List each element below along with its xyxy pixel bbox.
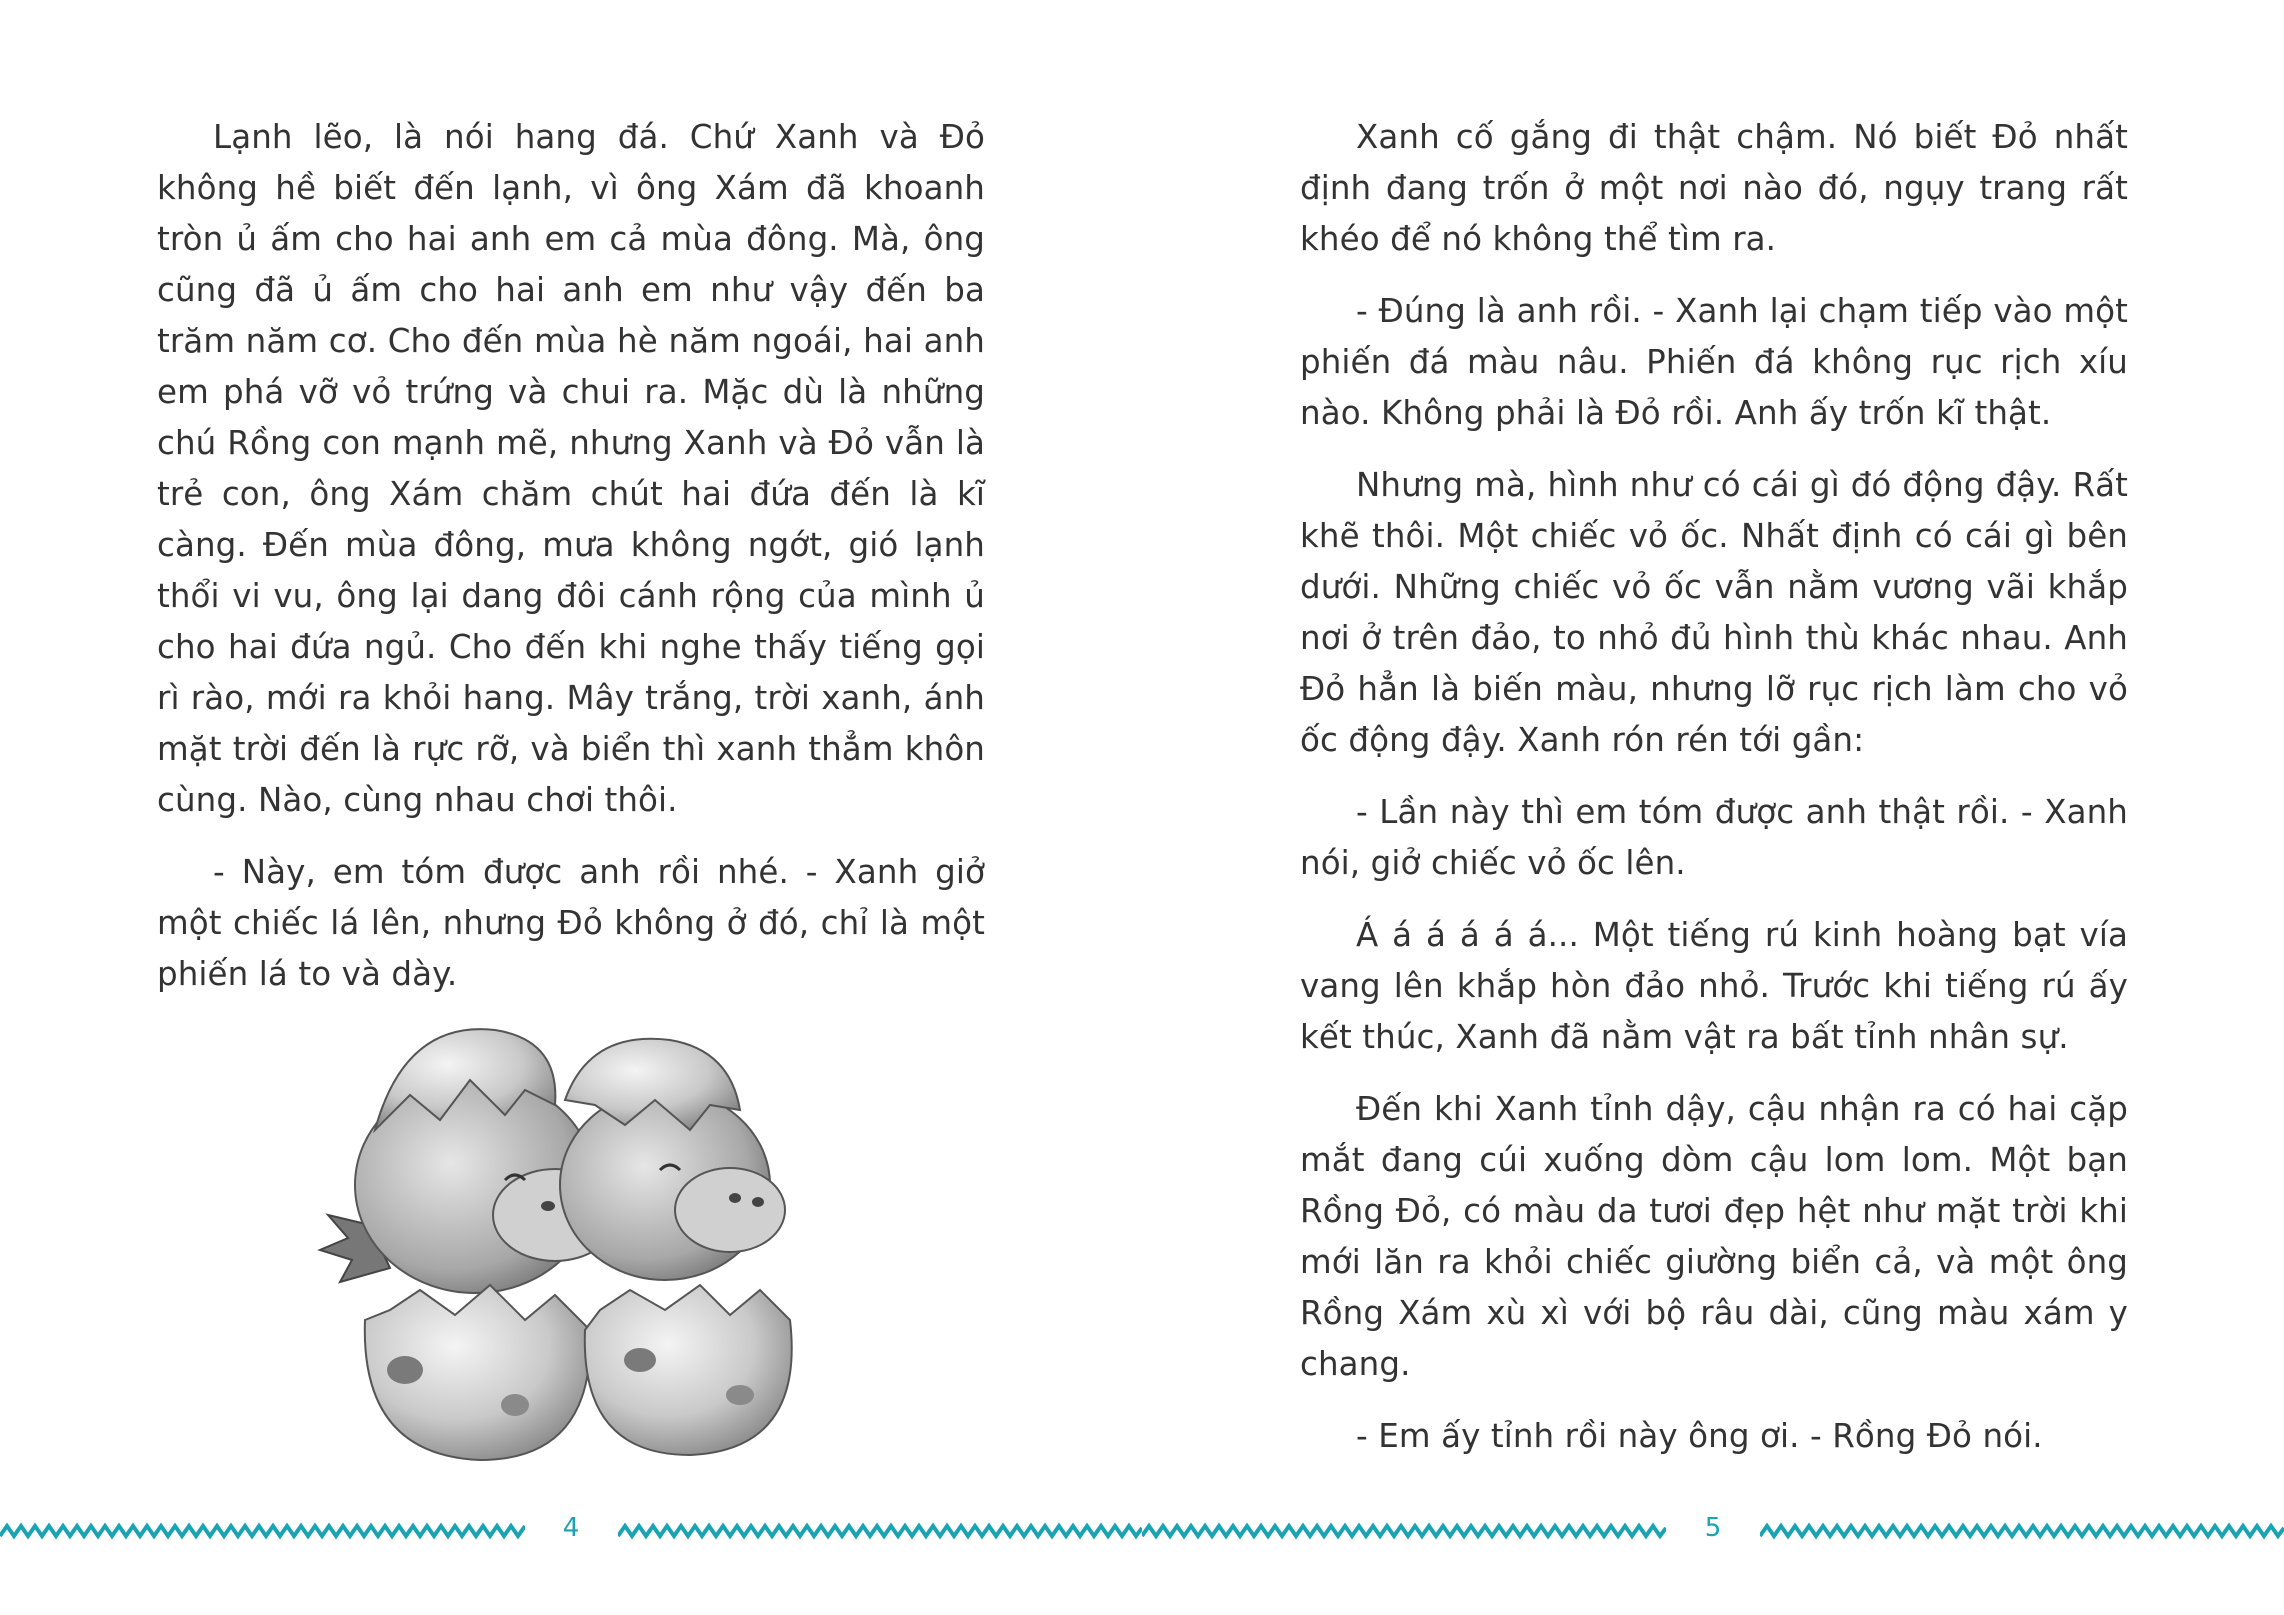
right-paragraph-2: - Đúng là anh rồi. - Xanh lại chạm tiếp vào một phiến đá màu nâu. Phiến đá không rục rịch xíu nào. Không phải là Đỏ rồi. Anh ấy trốn kĩ thật. <box>1300 292 2128 432</box>
right-paragraph-5: Á á á á á á... Một tiếng rú kinh hoàng bạt vía vang lên khắp hòn đảo nhỏ. Trước khi tiếng rú ấy kết thúc, Xanh đã nằm vật ra bất tỉnh nhân sự. <box>1300 916 2128 1056</box>
right-page <box>1142 0 2284 1615</box>
left-paragraph-1: Lạnh lẽo, là nói hang đá. Chứ Xanh và Đỏ không hề biết đến lạnh, vì ông Xám đã khoanh tròn ủ ấm cho hai anh em cả mùa đông. Mà, ông cũng đã ủ ấm cho hai anh em như vậy đến ba trăm năm cơ. Cho đến mùa hè năm ngoái, hai anh em phá vỡ vỏ trứng và chui ra. Mặc dù là những chú Rồng con mạnh mẽ, nhưng Xanh và Đỏ vẫn là trẻ con, ông Xám chăm chút hai đứa đến là kĩ càng. Đến mùa đông, mưa không ngớt, gió lạnh thổi vi vu, ông lại dang đôi cánh rộng của mình ủ cho hai đứa ngủ. Cho đến khi nghe thấy tiếng gọi rì rào, mới ra khỏi hang. Mây trắng, trời xanh, ánh mặt trời đến là rực rỡ, và biển thì xanh thẳm khôn cùng. Nào, cùng nhau chơi thôi. <box>157 118 985 819</box>
footer-wave-right-1 <box>1142 1512 1666 1548</box>
right-paragraph-1: Xanh cố gắng đi thật chậm. Nó biết Đỏ nhất định đang trốn ở một nơi nào đó, ngụy trang rất khéo để nó không thể tìm ra. <box>1300 118 2128 258</box>
page-number-right: 5 <box>1704 1513 1722 1543</box>
right-paragraph-6: Đến khi Xanh tỉnh dậy, cậu nhận ra có hai cặp mắt đang cúi xuống dòm cậu lom lom. Một bạn Rồng Đỏ, có màu da tươi đẹp hệt như mặt trời khi mới lăn ra khỏi chiếc giường biển cả, và một ông Rồng Xám xù xì với bộ râu dài, cũng màu xám y chang. <box>1300 1090 2128 1383</box>
baby-dragons-illustration <box>310 1010 830 1465</box>
footer-wave-right-2 <box>1760 1512 2284 1548</box>
right-paragraph-4: - Lần này thì em tóm được anh thật rồi. - Xanh nói, giở chiếc vỏ ốc lên. <box>1300 793 2128 882</box>
footer-wave-left-2 <box>618 1512 1142 1548</box>
footer-wave-left-1 <box>0 1512 525 1548</box>
right-paragraph-3: Nhưng mà, hình như có cái gì đó động đậy. Rất khẽ thôi. Một chiếc vỏ ốc. Nhất định có cái gì bên dưới. Những chiếc vỏ ốc vẫn nằm vương vãi khắp nơi ở trên đảo, to nhỏ đủ hình thù khác nhau. Anh Đỏ hẳn là biến màu, nhưng lỡ rục rịch làm cho vỏ ốc động đậy. Xanh rón rén tới gần: <box>1300 466 2128 759</box>
left-page-text <box>157 112 985 1021</box>
left-paragraph-2: - Này, em tóm được anh rồi nhé. - Xanh giở một chiếc lá lên, nhưng Đỏ không ở đó, chỉ là một phiến lá to và dày. <box>157 853 985 993</box>
right-page-text <box>1300 112 2128 1483</box>
right-paragraph-7: - Em ấy tỉnh rồi này ông ơi. - Rồng Đỏ nói. <box>1356 1417 2043 1455</box>
page-number-left: 4 <box>562 1513 580 1543</box>
